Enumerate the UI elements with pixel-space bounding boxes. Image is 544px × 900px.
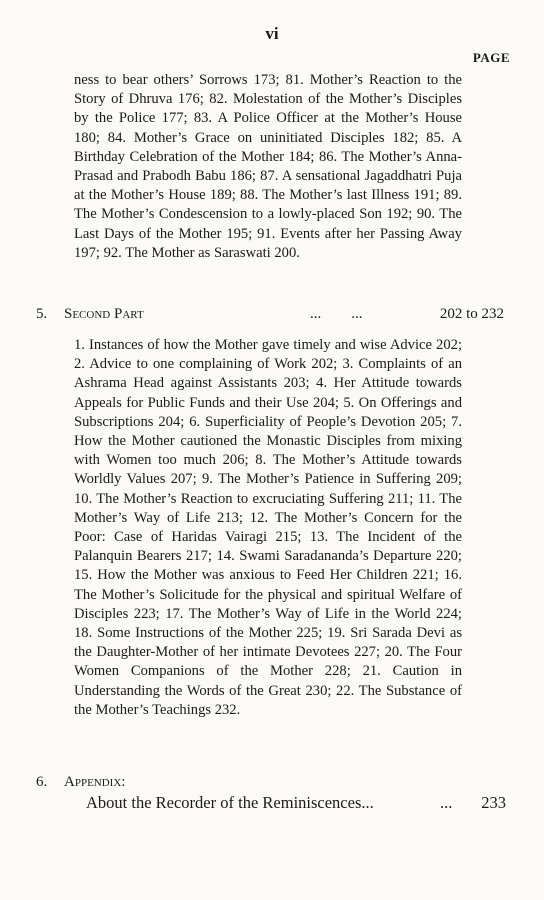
page-number: vi (265, 24, 279, 43)
contents-paragraph-part-one: ness to bear others’ Sorrows 173; 81. Mother’s Reaction to the Story of Dhruva 176; 82. Molestation of the Mother’s Disciples by the Police 177; 83. A Police Officer at the Mother’s House 180; 84. Mother’s Grace on uninitiated Disciples 182; 85. A Birthday Celebration of the Mother 184; 86. The Mother’s Anna-Prasad and Prabodh Babu 186; 87. A sensational Jagaddhatri Puja at the Mother’s House 189; 88. The Mother’s last Illness 191; 89. The Mother’s Condescension to a lowly-placed Son 192; 90. The Last Days of the Mother 195; 91. Events after her Passing Away 197; 92. The Mother as Saraswati 200. (74, 72, 462, 261)
appendix-page-number: 233 (481, 793, 506, 812)
section-5-number: 5. (36, 306, 48, 322)
appendix-entry-title: About the Recorder of the Reminiscences... (86, 793, 374, 812)
section-5-page-range: 202 to 232 (439, 306, 504, 322)
section-5-leader-dots: ... ... (310, 306, 363, 322)
section-6-title: Appendix: (64, 774, 126, 790)
section-6-number: 6. (36, 774, 48, 790)
appendix-leader-dots: ... (440, 793, 453, 812)
page-column-label: PAGE (472, 50, 510, 65)
contents-paragraph-second-part: 1. Instances of how the Mother gave timely and wise Advice 202; 2. Advice to one complaining of Work 202; 3. Complaints of an Ashrama Head against Assistants 203; 4. Her Attitude towards Appeals for Public Funds and their Use 204; 5. On Offerings and Subscriptions 204; 6. Superficiality of People’s Devotion 205; 7. How the Mother cautioned the Monastic Disciples from mixing with Women too much 206; 8. The Mother’s Attitude towards Worldly Values 207; 9. The Mother’s Patience in Suffering 209; 10. The Mother’s Reaction to excruciating Suffering 211; 11. The Mother’s Way of Life 213; 12. The Mother’s Concern for the Poor: Case of Haridas Vairagi 215; 13. The Incident of the Palanquin Bearers 217; 14. Swami Saradananda’s Departure 220; 15. How the Mother was anxious to Feed Her Children 221; 16. The Mother’s Solicitude for the physical and spiritual Welfare of Disciples 223; 17. The Mother’s Way of Life in the World 224; 18. Some Instructions of the Mother 225; 19. Sri Sarada Devi as the Daughter-Mother of her intimate Devotees 227; 20. The Four Women Companions of the Mother 228; 21. Caution in Understanding the Words of the Great 230; 22. The Substance of the Mother’s Teachings 232. (74, 337, 462, 718)
section-5-title: Second Part (64, 306, 144, 322)
